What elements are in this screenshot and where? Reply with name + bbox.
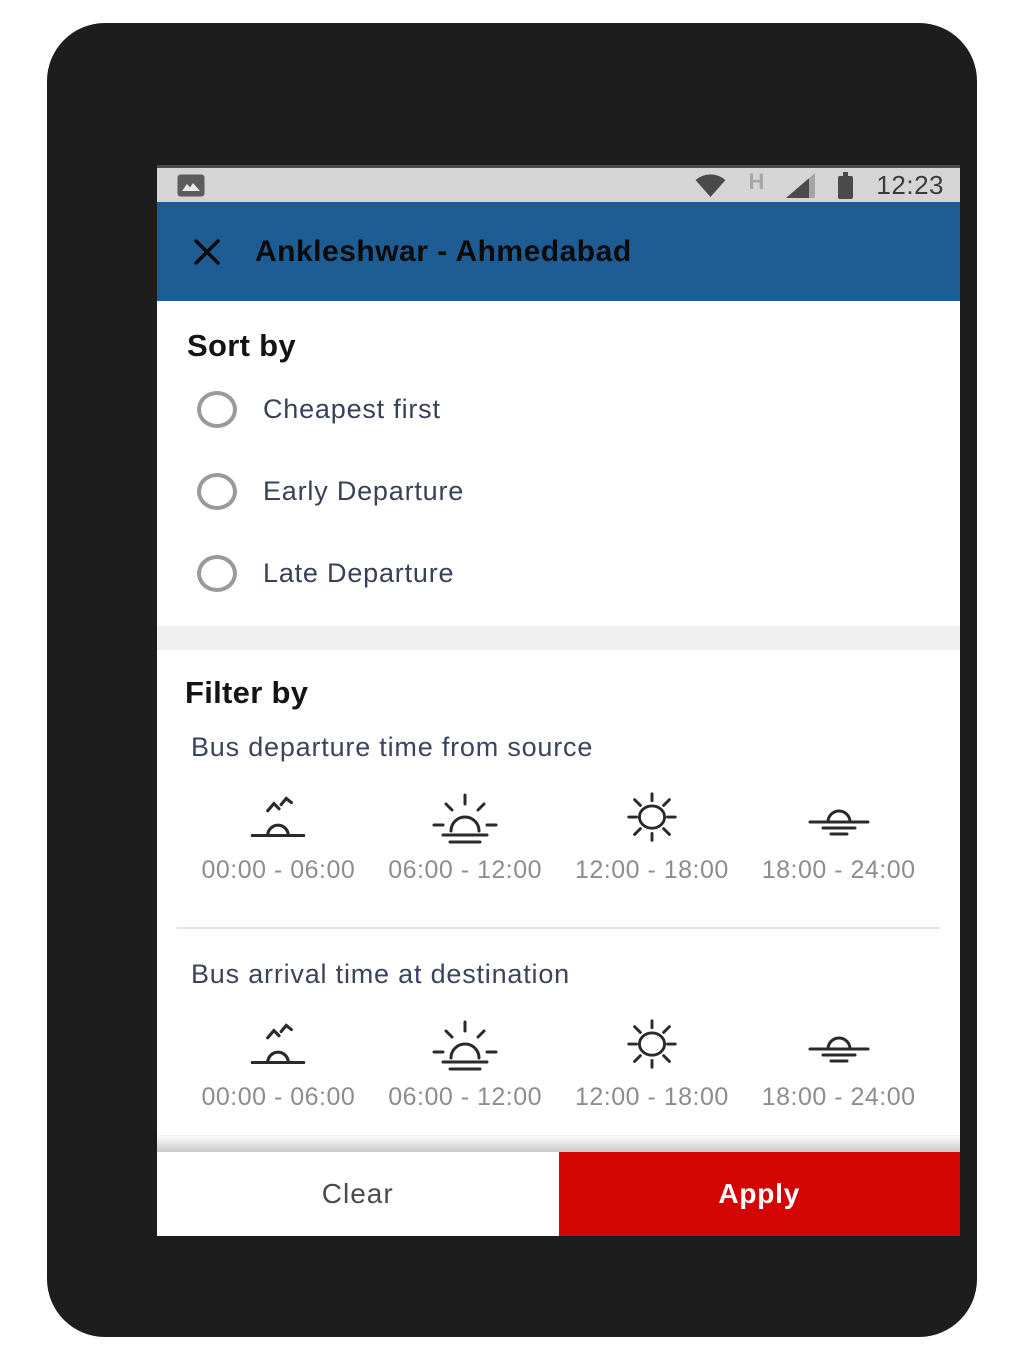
group-divider bbox=[177, 927, 940, 929]
sort-by-heading: Sort by bbox=[187, 328, 296, 363]
arrival-slot-0600-1200[interactable] bbox=[372, 1015, 559, 1112]
departure-slot-1200-1800[interactable] bbox=[559, 788, 746, 885]
filter-by-section bbox=[157, 650, 960, 1135]
sort-option-late-departure[interactable] bbox=[187, 553, 930, 593]
page-title: Ankleshwar - Ahmedabad bbox=[255, 234, 632, 268]
early-morning-icon bbox=[244, 1015, 312, 1075]
midday-sun-icon bbox=[621, 1015, 683, 1075]
radio-button[interactable] bbox=[197, 391, 237, 428]
sort-option-label: Early Departure bbox=[263, 475, 465, 506]
status-bar bbox=[157, 165, 960, 202]
departure-slot-0600-1200[interactable] bbox=[372, 788, 559, 885]
status-bar-clock: 12:23 bbox=[876, 169, 944, 200]
departure-slot-1800-2400[interactable] bbox=[745, 788, 932, 885]
cellular-signal-icon bbox=[786, 173, 815, 198]
sunset-icon bbox=[803, 788, 875, 848]
arrival-slot-1200-1800[interactable] bbox=[559, 1015, 746, 1112]
radio-button[interactable] bbox=[197, 473, 237, 510]
battery-icon bbox=[837, 172, 854, 199]
filter-sheet-content bbox=[157, 301, 960, 1152]
time-slot-label: 06:00 - 12:00 bbox=[388, 856, 543, 884]
sort-option-label: Late Departure bbox=[263, 557, 455, 588]
close-icon[interactable] bbox=[191, 236, 223, 268]
early-morning-icon bbox=[244, 788, 312, 848]
sunrise-icon bbox=[429, 1015, 501, 1075]
sort-option-cheapest-first[interactable] bbox=[187, 389, 930, 429]
sunset-icon bbox=[803, 1015, 875, 1075]
wifi-icon bbox=[694, 172, 727, 198]
sort-option-label: Cheapest first bbox=[263, 393, 441, 424]
device-frame bbox=[47, 23, 977, 1337]
footer-bar bbox=[157, 1152, 960, 1236]
departure-time-slots bbox=[185, 788, 932, 885]
sunrise-icon bbox=[429, 788, 501, 848]
radio-button[interactable] bbox=[197, 555, 237, 592]
apply-button[interactable]: Apply bbox=[559, 1152, 961, 1236]
time-slot-label: 06:00 - 12:00 bbox=[388, 1083, 543, 1111]
sort-option-early-departure[interactable] bbox=[187, 471, 930, 511]
time-slot-label: 18:00 - 24:00 bbox=[761, 856, 916, 884]
clear-button[interactable]: Clear bbox=[157, 1152, 559, 1236]
time-slot-label: 12:00 - 18:00 bbox=[574, 1083, 729, 1111]
midday-sun-icon bbox=[621, 788, 683, 848]
filter-by-heading: Filter by bbox=[185, 675, 309, 710]
time-slot-label: 18:00 - 24:00 bbox=[761, 1083, 916, 1111]
arrival-time-group-label: Bus arrival time at destination bbox=[191, 959, 570, 989]
app-header bbox=[157, 202, 960, 301]
sort-by-section bbox=[157, 301, 960, 626]
time-slot-label: 12:00 - 18:00 bbox=[574, 856, 729, 884]
section-divider-band bbox=[157, 626, 960, 650]
arrival-time-slots bbox=[185, 1015, 932, 1112]
time-slot-label: 00:00 - 06:00 bbox=[201, 856, 356, 884]
time-slot-label: 00:00 - 06:00 bbox=[201, 1083, 356, 1111]
departure-slot-0000-0600[interactable] bbox=[185, 788, 372, 885]
arrival-slot-0000-0600[interactable] bbox=[185, 1015, 372, 1112]
arrival-slot-1800-2400[interactable] bbox=[745, 1015, 932, 1112]
departure-time-group-label: Bus departure time from source bbox=[191, 732, 594, 762]
footer-shadow-strip bbox=[157, 1136, 960, 1152]
app-screen bbox=[157, 165, 960, 1236]
image-notification-icon bbox=[177, 174, 205, 197]
network-type-indicator: H bbox=[748, 169, 765, 194]
